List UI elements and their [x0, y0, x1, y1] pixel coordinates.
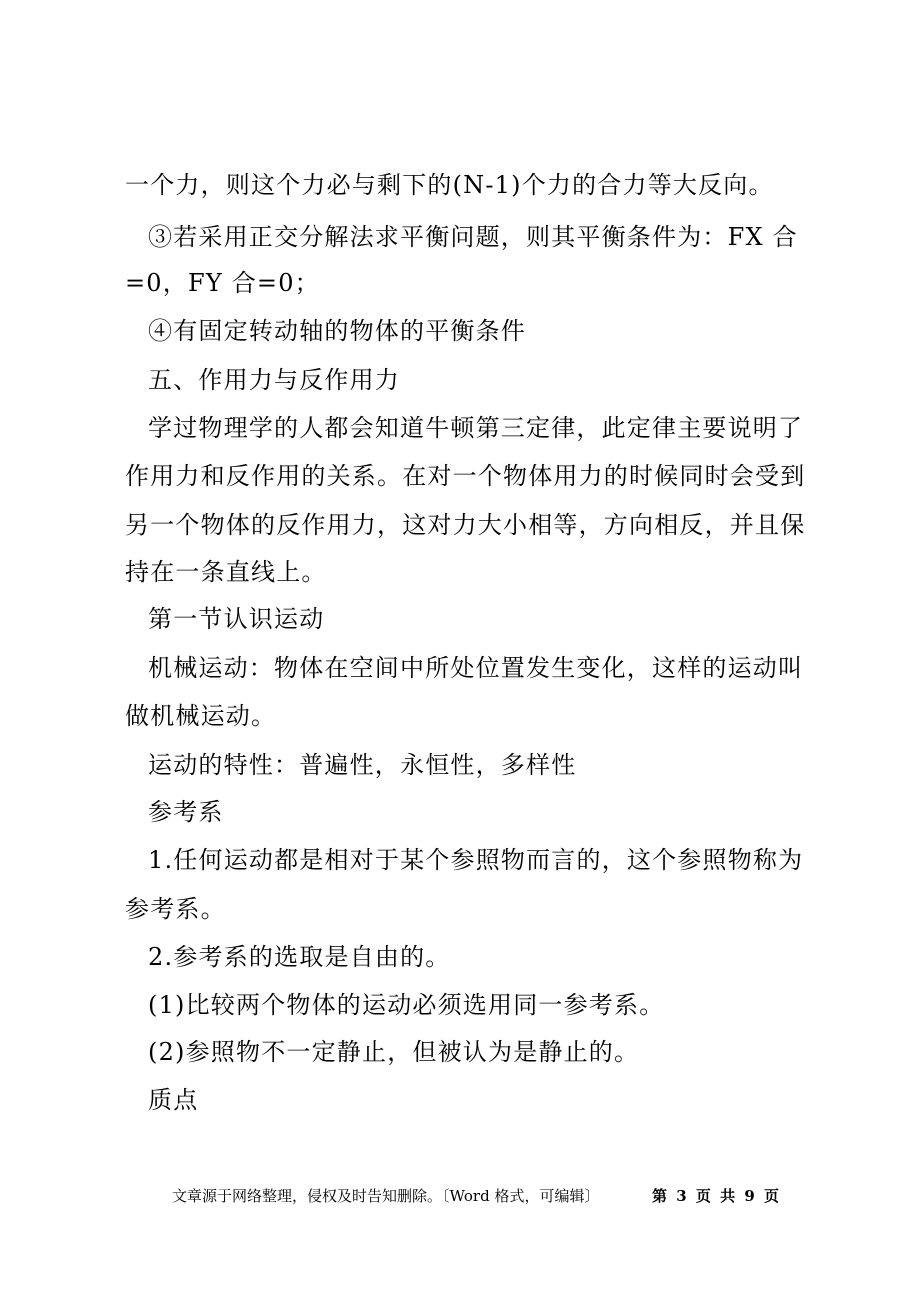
text-line-17: 2.参考系的选取是自由的。	[148, 943, 451, 971]
text-line-12: 做机械运动。	[125, 702, 277, 730]
page-number: 第 3 页 共 9 页	[652, 1187, 781, 1205]
text-line-2: ③若采用正交分解法求平衡问题，则其平衡条件为：FX 合	[148, 223, 798, 251]
text-line-13: 运动的特性：普遍性，永恒性，多样性	[148, 751, 577, 779]
text-line-3: =0，FY 合=0；	[125, 269, 320, 297]
text-line-16: 参考系。	[125, 895, 226, 923]
text-line-9: 持在一条直线上。	[125, 558, 327, 586]
text-line-19: (2)参照物不一定静止，但被认为是静止的。	[148, 1038, 640, 1066]
text-line-8: 另一个物体的反作用力，这对力大小相等，方向相反，并且保	[125, 511, 806, 539]
text-line-18: (1)比较两个物体的运动必须选用同一参考系。	[148, 991, 665, 1019]
section-heading-10: 第一节认识运动	[148, 605, 325, 633]
footer-note: 文章源于网络整理，侵权及时告知删除。〔Word 格式，可编辑〕	[172, 1187, 600, 1205]
text-line-6: 学过物理学的人都会知道牛顿第三定律，此定律主要说明了	[148, 414, 804, 442]
section-heading-5: 五、作用力与反作用力	[148, 366, 400, 394]
section-heading-20: 质点	[148, 1086, 199, 1114]
text-line-7: 作用力和反作用的关系。在对一个物体用力的时候同时会受到	[125, 462, 806, 490]
text-line-1: 一个力，则这个力必与剩下的(N-1)个力的合力等大反向。	[125, 171, 774, 199]
text-line-11: 机械运动：物体在空间中所处位置发生变化，这样的运动叫	[148, 654, 804, 682]
text-line-15: 1.任何运动都是相对于某个参照物而言的，这个参照物称为	[148, 846, 804, 874]
text-line-4: ④有固定转动轴的物体的平衡条件	[148, 317, 526, 345]
section-heading-14: 参考系	[148, 798, 224, 826]
